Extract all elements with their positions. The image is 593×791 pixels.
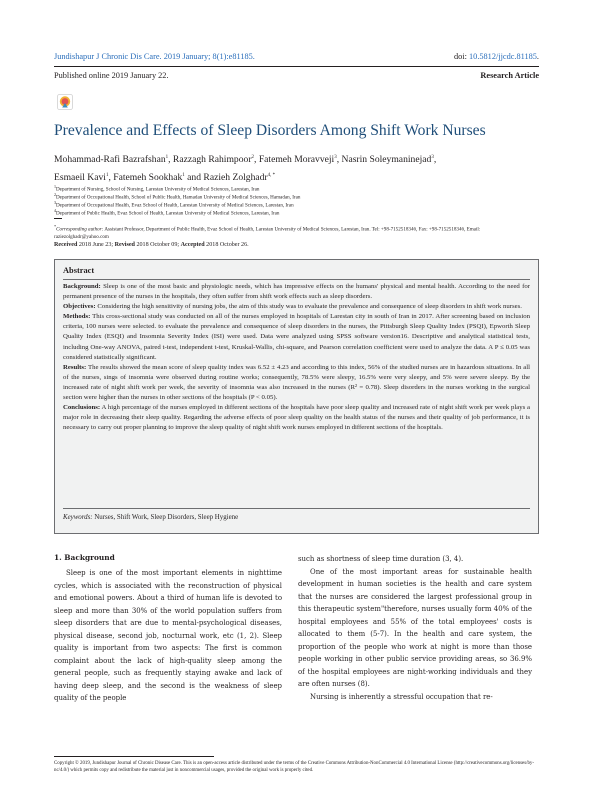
doi-suffix: .	[536, 52, 539, 61]
abstract-background	[63, 282, 530, 302]
corresponding-text: Assistant Professor, Department of Public Health, Evaz School of Health, Larestan University of Medical Sciences, Larestan, Iran. Tel: +98-7152518346, Fax: +98-7152518346, Email: raziezolghadr@yahoo.com	[54, 226, 481, 241]
crossmark-logo[interactable]	[57, 94, 73, 110]
author-name[interactable]: Esmaeil Kavi	[54, 171, 106, 183]
author-affiliation-sup: 1	[165, 155, 169, 160]
section-heading: 1. Background	[54, 553, 115, 562]
author-separator: ,	[254, 154, 259, 166]
author-name[interactable]: Nasrin Soleymaninejad	[341, 154, 432, 166]
author-separator: ,	[168, 154, 173, 166]
published-date: Published online 2019 January 22.	[54, 71, 169, 80]
methods-text: This cross-sectional study was conducted on all of the nurses employed in hospitals of Larestan city in south of Iran in 2017. After screening based on inclusion criteria, 100 nurses were selected. to evaluate the prevalence and consequence of sleep disorders in the nurses, the Pittsburgh Sleep Quality Index (PSQI), Epworth Sleep Quality Index (ESQI) and Insomnia Severity Index (ISI) were used. Data were analyzed using SPSS software version16. Descriptive and analytical statistical tests, including One-way ANOVA, paired t-test, independent t-test, Kruskal-Wallis, chi-square, and Pearson correlation coefficient were used to analyze the data. A P ≤ 0.05 was considered statistically significant.	[63, 313, 530, 361]
objectives-text: Considering the high sensitivity of nursing jobs, the aim of this study was to evaluate the prevalence and consequence of sleep disorders in shift work nurses.	[95, 303, 522, 311]
abstract-conclusions	[63, 403, 530, 433]
affiliation-text: Department of Public Health, Evaz School of Health, Larestan University of Medical Sciences, Larestan, Iran	[56, 210, 280, 217]
article-dates	[54, 242, 249, 248]
journal-reference[interactable]: Jundishapur J Chronic Dis Care. 2019 January; 8(1):e81185.	[54, 52, 255, 61]
author-affiliation-sup: 3	[431, 155, 434, 160]
received-label: Received	[54, 242, 78, 248]
methods-label: Methods:	[63, 313, 91, 321]
author-separator: ,	[433, 154, 437, 166]
header-rule	[54, 66, 539, 67]
copyright-footer: Copyright © 2019, Jundishapur Journal of Chronic Disease Care. This is an open-access article distributed under the terms of the Creative Commons Attribution-NonCommercial 4.0 International License (http://creativecommons.org/licenses/by-nc/4.0/) which permits copy and redistribute the material just in noncommercial usages, provided the original work is properly cited.	[54, 761, 534, 774]
conclusions-text: A high percentage of the nurses employed in different sections of the hospitals have poor sleep quality and increased rate of night shift work per week plays a major role in decreasing their sleep quality. Regarding the adverse effects of poor sleep quality on the health status of the nurses and their quality of job performance, it is necessary to carry out proper planning to improve the sleep quality of night shift work nurses employed in different sections of the hospitals.	[63, 404, 530, 432]
paragraph: such as shortness of sleep time duration (3, 4).	[298, 555, 464, 563]
abstract-methods	[63, 312, 530, 362]
abstract-body	[63, 282, 530, 433]
author-name[interactable]: Razieh Zolghadr	[203, 171, 268, 183]
corresponding-author: *Corresponding author: Assistant Professor, Department of Public Health, Evaz School of Health, Larestan University of Medical Sciences, Larestan, Iran. Tel: +98-7152518346, Fax: +98-7152518346, Email: raziezolghadr@yahoo.com	[54, 224, 481, 241]
author-name[interactable]: Fatemeh Sookhak	[113, 171, 183, 183]
author-separator: and	[184, 171, 204, 183]
conclusions-label: Conclusions:	[63, 404, 101, 412]
keywords-rule	[63, 508, 530, 509]
author-affiliation-sup: 3	[334, 155, 337, 160]
background-text: Sleep is one of the most basic and physiologic needs, which has impressive effects on the humans' physical and mental health. According to the need for permanent presence of the nurses in the hospitals, they often suffer from shift work effects such as sleep disorders.	[63, 283, 530, 301]
author-separator: ,	[108, 171, 114, 183]
author-list	[54, 150, 539, 185]
paragraph: Nursing is inherently a stressful occupation that re-	[310, 693, 493, 702]
accepted-date: 2018 October 26.	[204, 242, 249, 248]
body-column-left	[54, 567, 282, 705]
doi-link[interactable]: 10.5812/jjcdc.81185	[469, 52, 537, 61]
author-affiliation-sup: 1	[105, 172, 109, 178]
affiliation-number: 4	[54, 208, 56, 213]
keywords-label: Keywords:	[63, 514, 93, 521]
abstract-rule	[63, 279, 530, 280]
author-separator: ,	[336, 154, 342, 166]
doi	[454, 52, 539, 61]
author-affiliation-sup: 4, *	[267, 172, 276, 178]
article-type: Research Article	[480, 71, 539, 80]
results-label: Results:	[63, 363, 87, 371]
results-text: The results showed the mean score of sleep quality index was 6.52 ± 4.23 and according to this index, 56% of the studied nurses are in hazardous situations. In all of the nurses, sings of insomnia were observed during routine works; consequently, 78.5% were sleepy, 16.5% were very sleepy, and 5% were severe sleepy. By the increased rate of night shift work per week, the severity of insomnia was also increased in the nurses (R² = 0.78). Sleep disorders in the nurses working in the surgical section were higher than the nurses in other sections of the hospitals (P < 0.05).	[63, 363, 530, 402]
revised-date: 2018 October 09;	[134, 242, 181, 248]
doi-prefix: doi:	[454, 52, 470, 61]
affiliation-text: Department of Occupational Health, Evaz School of Health, Larestan University of Medical Sciences, Larestan, Iran	[56, 202, 294, 209]
affiliation-text: Department of Occupational Health, School of Public Health, Hamadan University of Medical Sciences, Hamadan, Iran	[56, 194, 301, 201]
abstract-objectives	[63, 302, 530, 312]
objectives-label: Objectives:	[63, 303, 96, 311]
author-name[interactable]: Razzagh Rahimpoor	[172, 154, 252, 166]
affiliation-number: 1	[54, 184, 56, 189]
paragraph: Sleep is one of the most important elements in nighttime cycles, which is associated with the reconstruction of physical and emotional powers. About a third of human life is devoted to sleep and more than 30% of the world population suffers from sleep disorders that are due to mental-psychological diseases, physical disease, second job, nocturnal work, etc (1, 2). Sleep quality is important from two aspects: The first is common complaint about the lack of high-quality sleep among the general people, such as frequently staying awake and lack of having deep sleep, and the second is the weakness of sleep quality of the people	[54, 569, 282, 703]
article-title: Prevalence and Effects of Sleep Disorders Among Shift Work Nurses	[54, 122, 486, 139]
affiliation	[54, 207, 539, 218]
accepted-label: Accepted	[180, 242, 205, 248]
footer-rule	[54, 756, 214, 757]
abstract-results	[63, 363, 530, 403]
author-affiliation-sup: 1	[182, 172, 185, 178]
background-label: Background:	[63, 283, 101, 290]
author-name[interactable]: Mohammad-Rafi Bazrafshan	[54, 154, 166, 166]
affiliation-number: 2	[54, 192, 56, 197]
author-affiliation-sup: 2	[251, 155, 255, 160]
affiliation-rule	[54, 218, 62, 219]
keywords	[63, 514, 238, 521]
keywords-text: Nurses, Shift Work, Sleep Disorders, Sleep Hygiene	[92, 514, 239, 521]
corresponding-label: Corresponding author:	[56, 226, 104, 233]
received-date: 2018 June 23;	[77, 242, 115, 248]
abstract-title: Abstract	[63, 266, 95, 275]
author-name[interactable]: Fatemeh Moravveji	[258, 154, 335, 166]
affiliation-number: 3	[54, 200, 56, 205]
revised-label: Revised	[114, 242, 135, 248]
affiliation-text: Department of Nursing, School of Nursing, Larestan University of Medical Sciences, Larestan, Iran	[56, 186, 260, 193]
crossmark-icon	[57, 94, 73, 110]
paragraph: One of the most important areas for sustainable health development in human societies is the health and care system that the nurses are considered the largest professional group in this therapeutic system"therefore, nurses usually form 40% of the hospital employees and 55% of the total employees' costs is allocated to them (5-7). In the health and care system, the proportion of the people who work at night is more than those people working in other public service providing areas, so 36.9% of the hospital employees are night-working individuals and they are often nurses (8).	[298, 567, 532, 689]
body-column-right	[298, 553, 532, 704]
